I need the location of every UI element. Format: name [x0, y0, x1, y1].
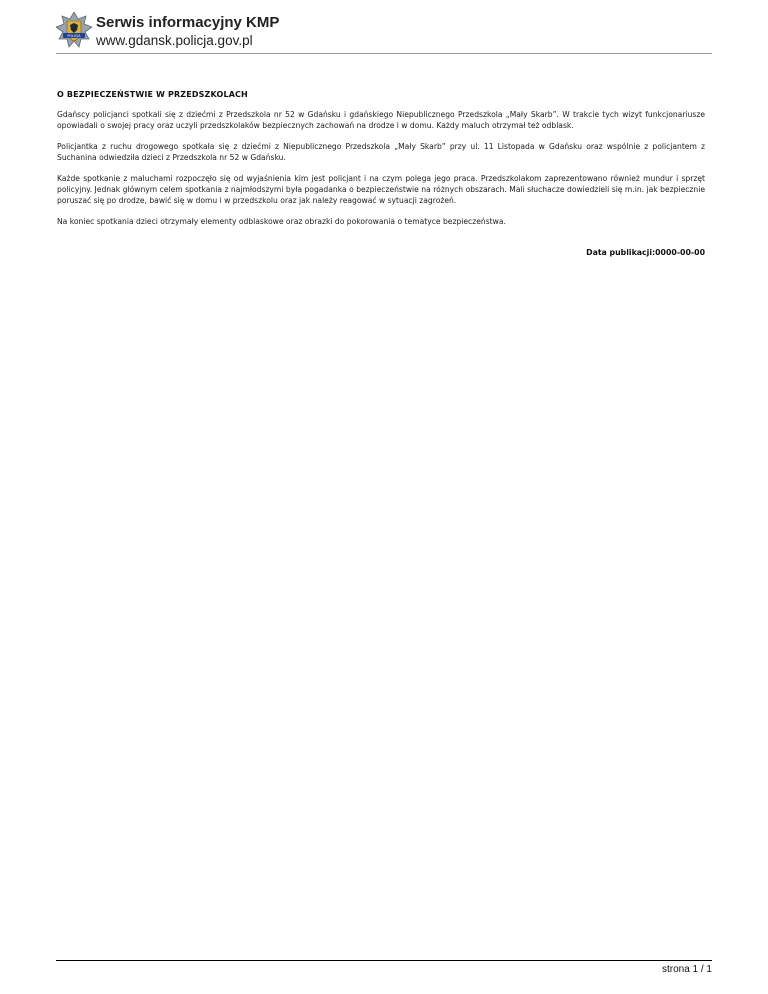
article [57, 90, 705, 257]
article-paragraph: Policjantka z ruchu drogowego spotkała się z dziećmi z Niepublicznego Przedszkola „Mały Skarb” przy ul. 11 Listopada w Gdańsku oraz wspólnie z policjantem z Suchanina odwiedziła dzieci z Przedszkola nr 52 w Gdańsku. [57, 142, 705, 162]
article-title: O BEZPIECZEŃSTWIE W PRZEDSZKOLACH [57, 90, 248, 99]
police-star-logo-icon [56, 12, 92, 50]
article-paragraph: Gdańscy policjanci spotkali się z dziećmi z Przedszkola nr 52 w Gdańsku i gdańskiego Niepublicznego Przedszkola „Mały Skarb”. W trakcie tych wizyt funkcjonariusze opowiadali o swojej pracy oraz uczyli przedszkolaków bezpiecznych zachowań na drodze i w domu. Każdy maluch otrzymał też odblask. [57, 110, 705, 130]
site-url: www.gdansk.policja.gov.pl [96, 33, 253, 48]
header-divider [56, 53, 712, 54]
footer-divider [56, 960, 712, 961]
page-number: strona 1 / 1 [661, 964, 712, 975]
page-header [56, 12, 712, 54]
site-title: Serwis informacyjny KMP [96, 14, 280, 31]
article-paragraph: Każde spotkanie z maluchami rozpoczęło się od wyjaśnienia kim jest policjant i na czym polega jego praca. Przedszkolakom zaprezentowano również mundur i sprzęt policyjny. Jednak głównym celem spotkania z najmłodszymi była pogadanka o bezpieczeństwie na różnych obszarach. Mali słuchacze dowiedzieli się m.in. jak bezpiecznie poruszać się po drodze, bawić się w domu i w przedszkolu oraz jak należy reagować w sytuacji zagrożeń. [57, 174, 705, 205]
publication-date: Data publikacji:0000-00-00 [586, 247, 705, 257]
article-paragraph: Na koniec spotkania dzieci otrzymały elementy odblaskowe oraz obrazki do pokorowania o tematyce bezpieczeństwa. [57, 217, 506, 227]
logo-text: POLICJA [67, 34, 81, 38]
